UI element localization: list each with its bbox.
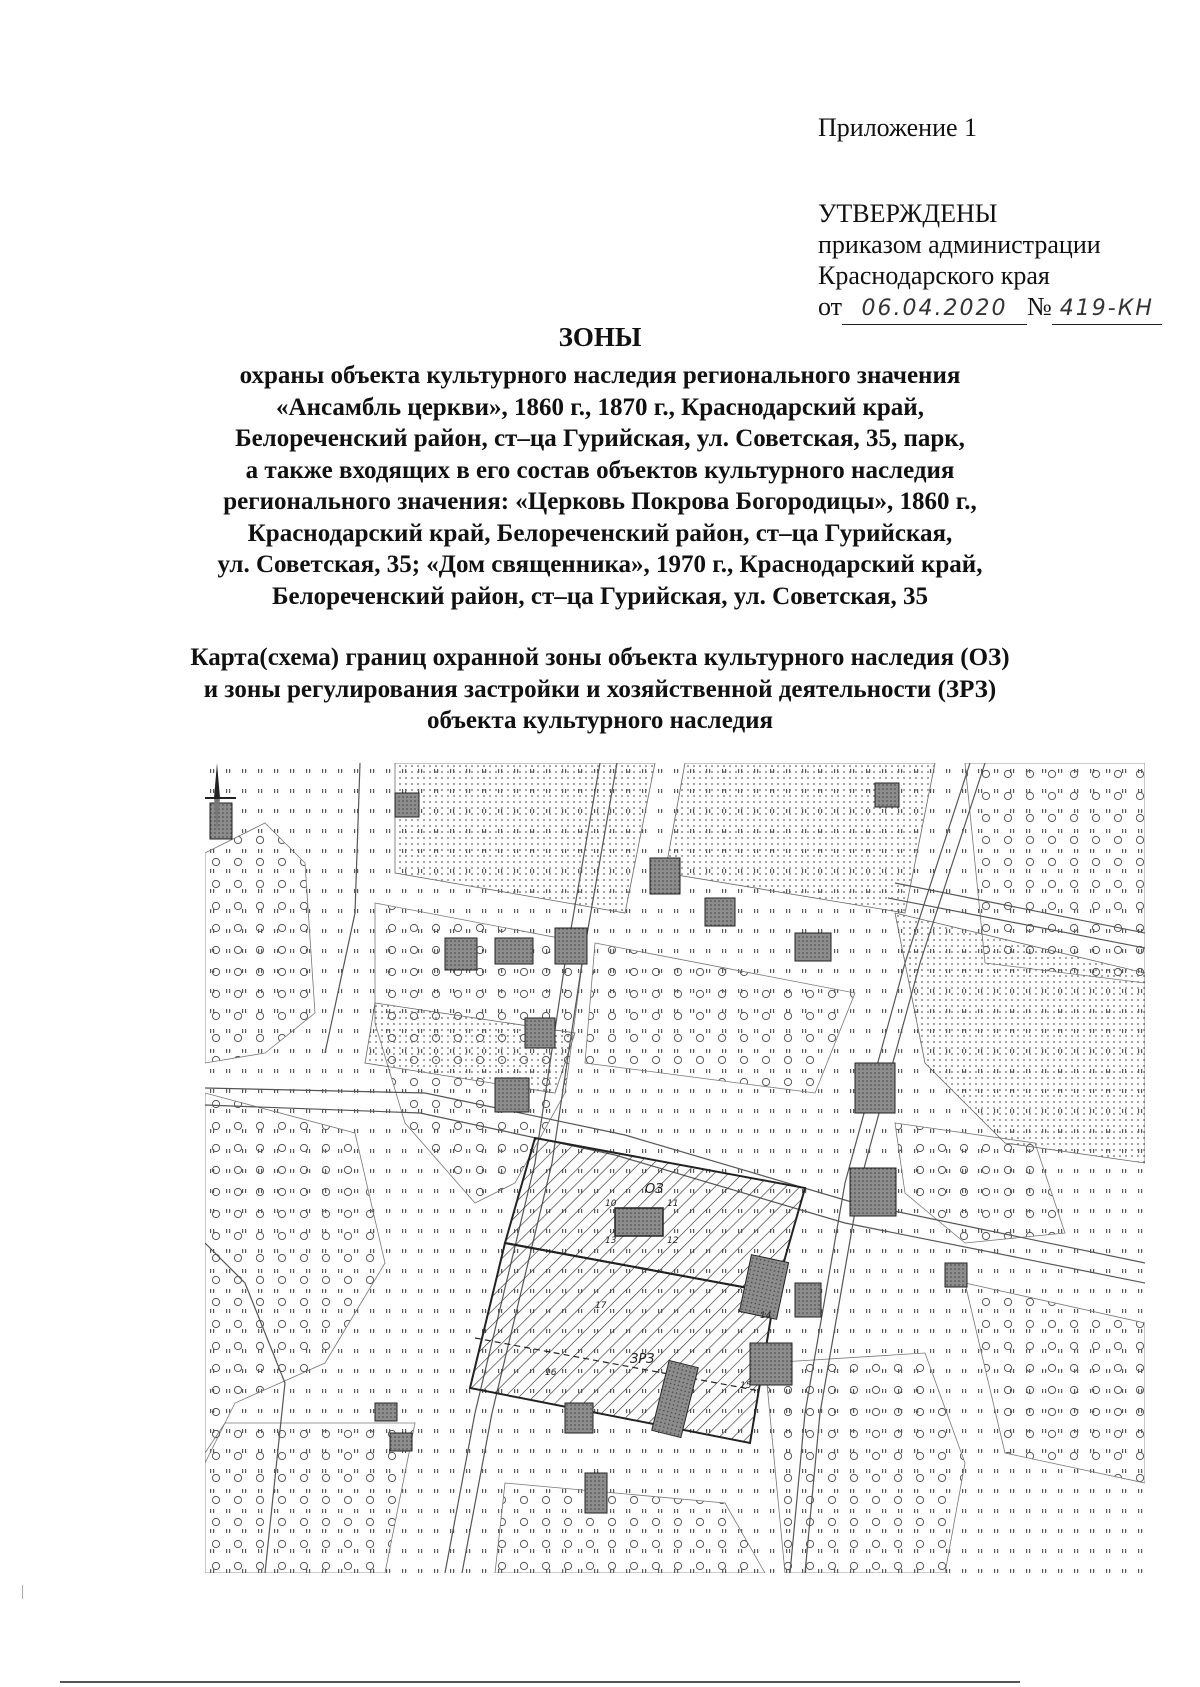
point-label: 15 [740,1381,752,1391]
point-label: 10 [605,1199,617,1209]
building [795,933,831,961]
subtitle-line: а также входящих в его состав объектов культурного наследия [245,456,955,484]
appendix-block [818,112,1162,325]
point-label: 16 [545,1368,557,1378]
building [375,1403,397,1421]
subtitle-line: Белореченский район, ст–ца Гурийская, ул. Советская, 35 [272,582,928,610]
zone-zrz-label: ЗРЗ [630,1352,655,1367]
building [705,898,735,926]
point-label: 13 [605,1236,617,1246]
approved-region-line: Краснодарского края [818,261,1050,290]
map-caption-line: объекта культурного наследия [426,707,774,734]
zone-map [205,763,1145,1573]
point-label: 14 [760,1311,772,1321]
handwritten-date: 06.04.2020 [842,293,1027,325]
subtitle-line: охраны объекта культурного наследия регионального значения [239,362,961,389]
map-caption-line: Карта(схема) границ охранной зоны объекта культурного наследия (ОЗ) [190,644,1010,671]
building [395,793,419,817]
building [555,928,587,964]
date-prefix: от [818,292,843,321]
building [855,1063,895,1113]
subtitle-line: Белореченский район, ст–ца Гурийская, ул. Советская, 35, парк, [235,425,965,452]
zone-oz-label: ОЗ [645,1182,664,1197]
map-caption-line: и зоны регулирования застройки и хозяйственной деятельности (ЗРЗ) [203,675,997,703]
building [495,1078,529,1112]
point-label: 12 [667,1236,679,1246]
scan-mark [22,1585,23,1599]
point-label: 11 [667,1199,679,1209]
building [585,1473,607,1513]
subtitle-line: «Ансамбль церкви», 1860 г., 1870 г., Краснодарский край, [276,393,924,421]
bottom-rule [60,1681,1020,1683]
building [850,1168,896,1216]
building [390,1433,412,1451]
subtitle-line: Краснодарский край, Белореченский район, ст–ца Гурийская, [247,519,953,547]
handwritten-number: 419-КН [1052,293,1162,325]
subtitle-line: регионального значения: «Церковь Покрова Богородицы», 1860 г., [223,488,977,515]
building [795,1283,821,1317]
subtitle-line: ул. Советская, 35; «Дом священника», 1970 г., Краснодарский край, [217,551,983,578]
building [525,1018,555,1048]
document-subtitle [60,360,1140,612]
building [650,858,680,894]
approval-date-line [818,291,1162,325]
building [875,783,899,807]
building [945,1263,967,1287]
point-label: 17 [595,1301,607,1311]
vegetation-area [205,1423,415,1573]
number-sign: № [1027,292,1052,321]
appendix-label: Приложение 1 [818,113,978,142]
church-building [615,1208,663,1236]
building [210,803,232,839]
vegetation-area [765,1353,965,1573]
building [565,1403,593,1433]
document-title: ЗОНЫ [558,322,642,352]
map-caption [60,642,1140,737]
building [750,1343,792,1385]
approved-by-line: приказом администрации [818,230,1101,259]
building [445,938,477,970]
building [495,938,533,964]
approved-heading: УТВЕРЖДЕНЫ [818,199,998,228]
